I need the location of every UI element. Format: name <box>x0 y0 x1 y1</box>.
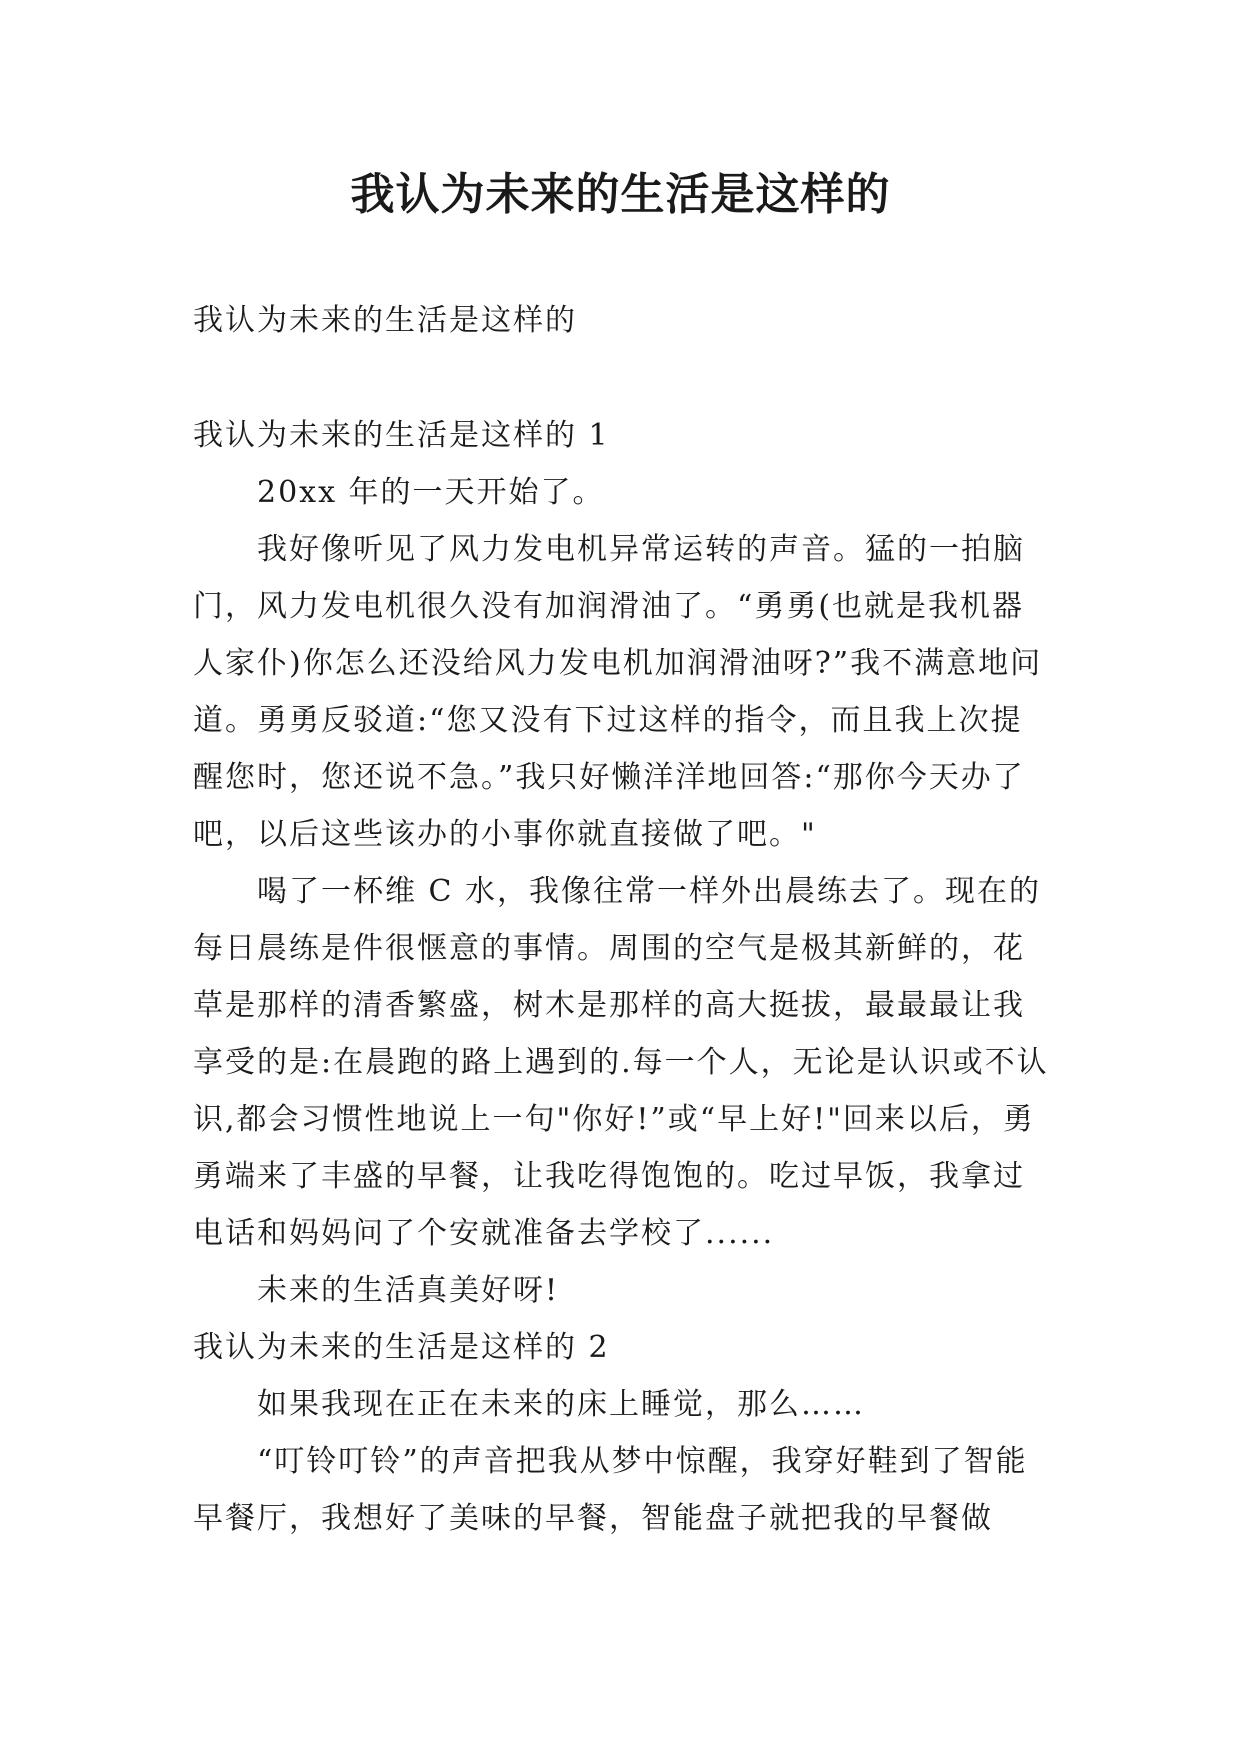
paragraph: “叮铃叮铃”的声音把我从梦中惊醒，我穿好鞋到了智能早餐厅，我想好了美味的早餐，智能盘子就把我的早餐做 <box>193 1444 1028 1536</box>
paragraph: 未来的生活真美好呀! <box>257 1273 560 1308</box>
section-content <box>193 407 1053 1547</box>
paragraph: 如果我现在正在未来的床上睡觉，那么…… <box>257 1387 865 1422</box>
section2-heading: 我认为未来的生活是这样的 2 <box>193 1330 610 1365</box>
section1-heading: 我认为未来的生活是这样的 1 <box>193 418 610 453</box>
paragraph: 20xx 年的一天开始了。 <box>257 475 605 510</box>
paragraph: 喝了一杯维 C 水，我像往常一样外出晨练去了。现在的每日晨练是件很惬意的事情。周围的空气是极其新鲜的，花草是那样的清香繁盛，树木是那样的高大挺拔，最最最让我享受的是:在晨跑的路上遇到的.每一个人，无论是认识或不认识,都会习惯性地说上一句"你好!”或“早上好!"回来以后，勇勇端来了丰盛的早餐，让我吃得饱饱的。吃过早饭，我拿过电话和妈妈问了个安就准备去学校了...... <box>193 874 1049 1251</box>
document-subtitle: 我认为未来的生活是这样的 <box>193 303 577 338</box>
paragraph: 我好像听见了风力发电机异常运转的声音。猛的一拍脑门，风力发电机很久没有加润滑油了。“勇勇(也就是我机器人家仆)你怎么还没给风力发电机加润滑油呀?”我不满意地问道。勇勇反驳道:“您又没有下过这样的指令，而且我上次提醒您时，您还说不急。”我只好懒洋洋地回答:“那你今天办了吧，以后这些该办的小事你就直接做了吧。" <box>193 532 1043 852</box>
document-title: 我认为未来的生活是这样的 <box>350 169 891 220</box>
